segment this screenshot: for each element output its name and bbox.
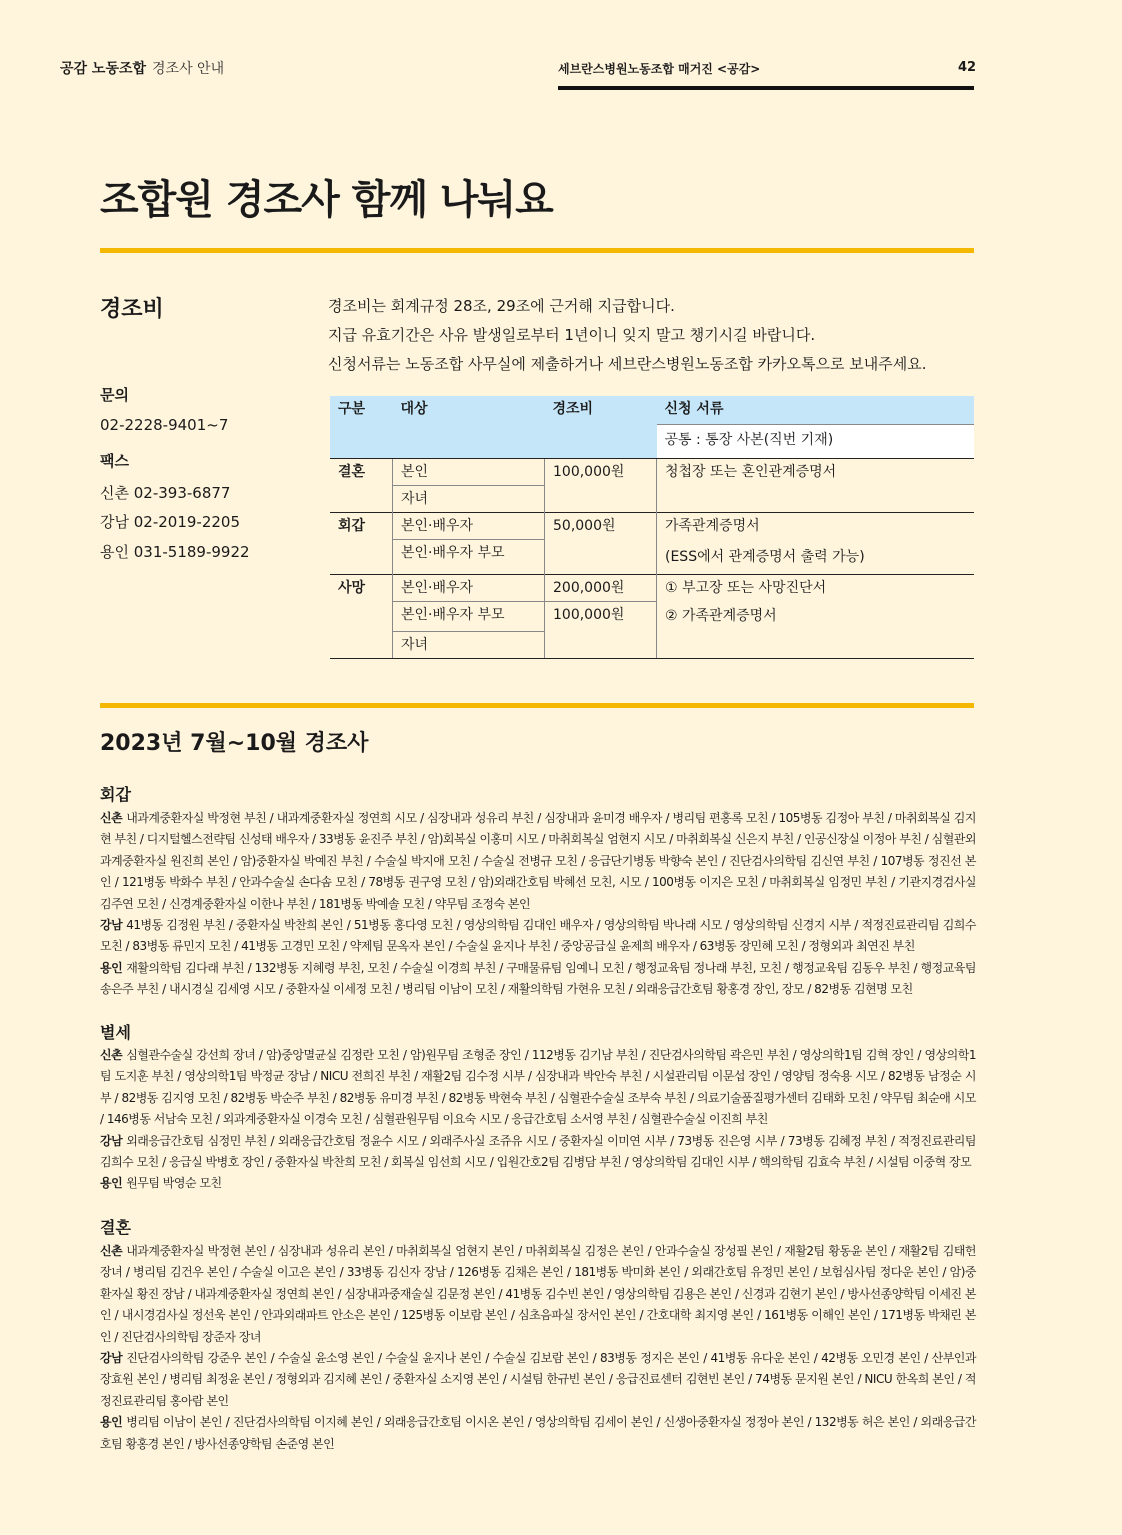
inquiry-label: 문의 (100, 386, 129, 404)
doc-note: (ESS에서 관계증명서 출력 가능) (657, 540, 975, 575)
category-wedding: 결혼 (100, 1218, 131, 1237)
section-label (60, 58, 224, 78)
header-amount: 경조비 (545, 396, 657, 425)
header-target: 대상 (393, 396, 545, 425)
table-header-row (330, 396, 974, 425)
campus-label: 용인 (100, 960, 123, 975)
section-divider (100, 703, 974, 708)
row-label-sixtieth: 회갑 (330, 513, 393, 575)
fax-sinchon: 신촌 02-393-6877 (100, 484, 231, 502)
gangnam-entries: 외래응급간호팀 심정민 부친 / 외래응급간호팀 정윤수 시모 / 외래주사실 조쥬유 시모 / 중환자실 이미연 시부 / 73병동 진은영 시부 / 73병동 김혜정 부친 / 적정진료관리팀 김희수 모친 / 응급실 박병호 장인 / 중환자실 박찬희 모친 / 회복실 임선희 시모 / 입원간호2팀 김병담 부친 / 영상의학팀 김대인 시부 / 핵의학팀 김효숙 부친 / 시설팀 이중혁 장모 (100, 1133, 976, 1170)
doc-cell: ① 부고장 또는 사망진단서 (657, 574, 975, 601)
header-rule (558, 86, 974, 90)
target-cell: 본인·배우자 (393, 574, 545, 601)
fee-intro (328, 292, 927, 379)
table-row (330, 425, 974, 459)
amount-cell: 100,000원 (545, 601, 657, 631)
table-row (330, 574, 974, 601)
sixtieth-list (100, 808, 976, 1001)
section-name: 공감 노동조합 (60, 61, 147, 77)
category-sixtieth: 회갑 (100, 785, 131, 804)
campus-label: 신촌 (100, 1048, 123, 1062)
events-heading: 2023년 7월~10월 경조사 (100, 731, 369, 756)
subsection-name: 경조사 안내 (152, 61, 225, 77)
target-cell: 본인·배우자 (393, 513, 545, 540)
fax-label: 팩스 (100, 452, 129, 470)
category-death: 별세 (100, 1023, 131, 1042)
campus-label: 강남 (100, 918, 123, 933)
doc-cell: 가족관계증명서 (657, 513, 975, 540)
gangnam-entries: 진단검사의학팀 강준우 본인 / 수술실 윤소영 본인 / 수술실 윤지나 본인 / 수술실 김보람 본인 / 83병동 정지은 본인 / 41병동 유다운 본인 / 42병동 오민경 본인 / 산부인과 장효원 본인 / 병리팀 최정윤 본인 / 정형외과 김지혜 본인 / 중환자실 소지영 본인 / 시설팀 한규빈 본인 / 응급진료센터 김현빈 본인 / 74병동 문지원 본인 / NICU 한옥희 본인 / 적정진료관리팀 홍아람 본인 (100, 1351, 976, 1408)
magazine-name: 세브란스병원노동조합 매거진 <공감> (558, 62, 761, 76)
title-divider (100, 248, 974, 253)
row-label-wedding: 결혼 (330, 459, 393, 513)
gangnam-entries: 41병동 김정원 부친 / 중환자실 박찬희 본인 / 51병동 홍다영 모친 / 영상의학팀 김대인 배우자 / 영상의학팀 박나래 시모 / 영상의학팀 신경지 시부 / 적정진료관리팀 김희수 모친 / 83병동 류민지 모친 / 41병동 고경민 모친 / 약제팀 문옥자 본인 / 수술실 윤지나 부친 / 중앙공급실 윤제희 배우자 / 63병동 장민혜 모친 / 정형외과 최연진 부친 (100, 918, 976, 954)
amount-cell: 50,000원 (545, 513, 657, 575)
row-label-death: 사망 (330, 574, 393, 658)
sinchon-entries: 심혈관수술실 강선희 장녀 / 암)중앙멸균실 김정란 모친 / 암)원무팀 조형준 장인 / 112병동 김기남 부친 / 진단검사의학팀 곽은민 부친 / 영상의학1팀 김혁 장인 / 영상의학1팀 도지훈 부친 / 영상의학1팀 박정균 장남 / NICU 전희진 부친 / 재활2팀 김수정 시부 / 심장내과 박안숙 부친 / 시설관리팀 이문섭 장인 / 영양팀 정숙용 시모 / 82병동 남정순 시부 / 82병동 김지영 모친 / 82병동 박순주 부친 / 82병동 유미경 부친 / 82병동 박현숙 부친 / 심혈관수술실 조부숙 부친 / 의료기술품질평가센터 김태화 모친 / 약무팀 최순애 시모 / 146병동 서남숙 모친 / 외과계중환자실 이경숙 모친 / 심혈관원무팀 이요숙 시모 / 응급간호팀 소서영 부친 / 심혈관수술실 이진희 부친 (100, 1048, 976, 1127)
doc-cell: 청첩장 또는 혼인관계증명서 (657, 459, 975, 513)
fax-yongin: 용인 031-5189-9922 (100, 543, 250, 561)
target-cell: 자녀 (393, 486, 545, 513)
amount-cell: 100,000원 (545, 459, 657, 513)
table-row (330, 601, 974, 631)
table-row (330, 631, 974, 658)
page-title: 조합원 경조사 함께 나눠요 (100, 177, 553, 223)
inquiry-phone: 02-2228-9401~7 (100, 416, 229, 434)
header-category: 구분 (330, 396, 393, 425)
fax-gangnam: 강남 02-2019-2205 (100, 513, 241, 531)
intro-line: 지급 유효기간은 사유 발생일로부터 1년이니 잊지 말고 챙기시길 바랍니다. (328, 326, 816, 344)
header-documents: 신청 서류 (657, 396, 975, 425)
table-row (330, 513, 974, 540)
campus-label: 강남 (100, 1133, 123, 1148)
common-doc: 공통 : 통장 사본(직번 기재) (657, 425, 975, 459)
yongin-entries: 병리팀 이남이 본인 / 진단검사의학팀 이지혜 본인 / 외래응급간호팀 이시온 본인 / 영상의학팀 김세이 본인 / 신생아중환자실 정정아 본인 / 132병동 허은 본인 / 외래응급간호팀 황홍경 본인 / 방사선종양학팀 손준영 본인 (100, 1415, 976, 1451)
yongin-entries: 재활의학팀 김다래 부친 / 132병동 지혜령 부친, 모친 / 수술실 이경희 부친 / 구매물류팀 임예니 모친 / 행정교육팀 정나래 부친, 모친 / 행정교육팀 김동우 부친 / 행정교육팀 송은주 부친 / 내시경실 김세영 시모 / 중환자실 이세정 모친 / 병리팀 이남이 모친 / 재활의학팀 가현유 모친 / 외래응급간호팀 황홍경 장인, 장모 / 82병동 김현명 모친 (100, 960, 976, 997)
wedding-list (100, 1241, 976, 1455)
target-cell: 자녀 (393, 631, 545, 658)
campus-label: 용인 (100, 1415, 123, 1430)
campus-label: 강남 (100, 1351, 123, 1366)
intro-line: 경조비는 회계규정 28조, 29조에 근거해 지급합니다. (328, 297, 675, 315)
campus-label: 신촌 (100, 1244, 123, 1258)
target-cell: 본인·배우자 부모 (393, 540, 545, 575)
doc-cell: ② 가족관계증명서 (657, 601, 975, 631)
fee-heading: 경조비 (100, 297, 164, 322)
page-number: 42 (958, 60, 977, 75)
fee-table (330, 396, 974, 659)
amount-cell: 200,000원 (545, 574, 657, 601)
campus-label: 용인 (100, 1176, 123, 1191)
table-row (330, 459, 974, 486)
death-list (100, 1045, 976, 1195)
sinchon-entries: 내과계중환자실 박정현 부친 / 내과계중환자실 정연희 시모 / 심장내과 성유리 부친 / 심장내과 윤미경 배우자 / 병리팀 편홍록 모친 / 105병동 김정아 부친 / 마취회복실 김지현 부친 / 디지털헬스전략팀 신성태 배우자 / 33병동 윤진주 부친 / 암)회복실 이홍미 시모 / 마취회복실 엄현지 시모 / 마취회복실 신은지 부친 / 인공신장실 이정아 부친 / 심혈관외과계중환자실 원진희 본인 / 암)중환자실 박예진 부친 / 수술실 박지애 모친 / 수술실 전병규 모친 / 응급단기병동 박향숙 본인 / 진단검사의학팀 김신연 부친 / 107병동 정진선 본인 / 121병동 박화수 부친 / 안과수술실 손다솜 모친 / 78병동 권구영 모친 / 암)외래간호팀 박혜선 모친, 시모 / 100병동 이지은 모친 / 마취회복실 임정민 부친 / 기관지경검사실 김주연 모친 / 신경계중환자실 이한나 부친 / 181병동 박예솔 모친 / 약무팀 조정숙 본인 (100, 811, 976, 911)
target-cell: 본인·배우자 부모 (393, 601, 545, 631)
sinchon-entries: 내과계중환자실 박정현 본인 / 심장내과 성유리 본인 / 마취회복실 엄현지 본인 / 마취회복실 김정은 본인 / 안과수술실 장성필 본인 / 재활2팀 황동윤 본인 / 재활2팀 김태헌 장녀 / 병리팀 김건우 본인 / 수술실 이고은 본인 / 33병동 김신자 장남 / 126병동 김채은 본인 / 181병동 박미화 본인 / 외래간호팀 유정민 본인 / 보험심사팀 정다운 본인 / 암)중환자실 황진 장남 / 내과계중환자실 정연희 본인 / 심장내과중재술실 김문정 본인 / 41병동 김수빈 본인 / 영상의학팀 김용은 본인 / 신경과 김현기 본인 / 방사선종양학팀 이세진 본인 / 내시경검사실 정선욱 본인 / 안과외래파트 안소은 본인 / 125병동 이보람 본인 / 심초음파실 장서인 본인 / 간호대학 최지영 본인 / 161병동 이해인 본인 / 171병동 박채린 본인 / 진단검사의학팀 장준자 장녀 (100, 1244, 976, 1344)
campus-label: 신촌 (100, 811, 123, 825)
intro-line: 신청서류는 노동조합 사무실에 제출하거나 세브란스병원노동조합 카카오톡으로 보내주세요. (328, 355, 927, 373)
target-cell: 본인 (393, 459, 545, 486)
yongin-entries: 원무팀 박영순 모친 (126, 1176, 222, 1191)
